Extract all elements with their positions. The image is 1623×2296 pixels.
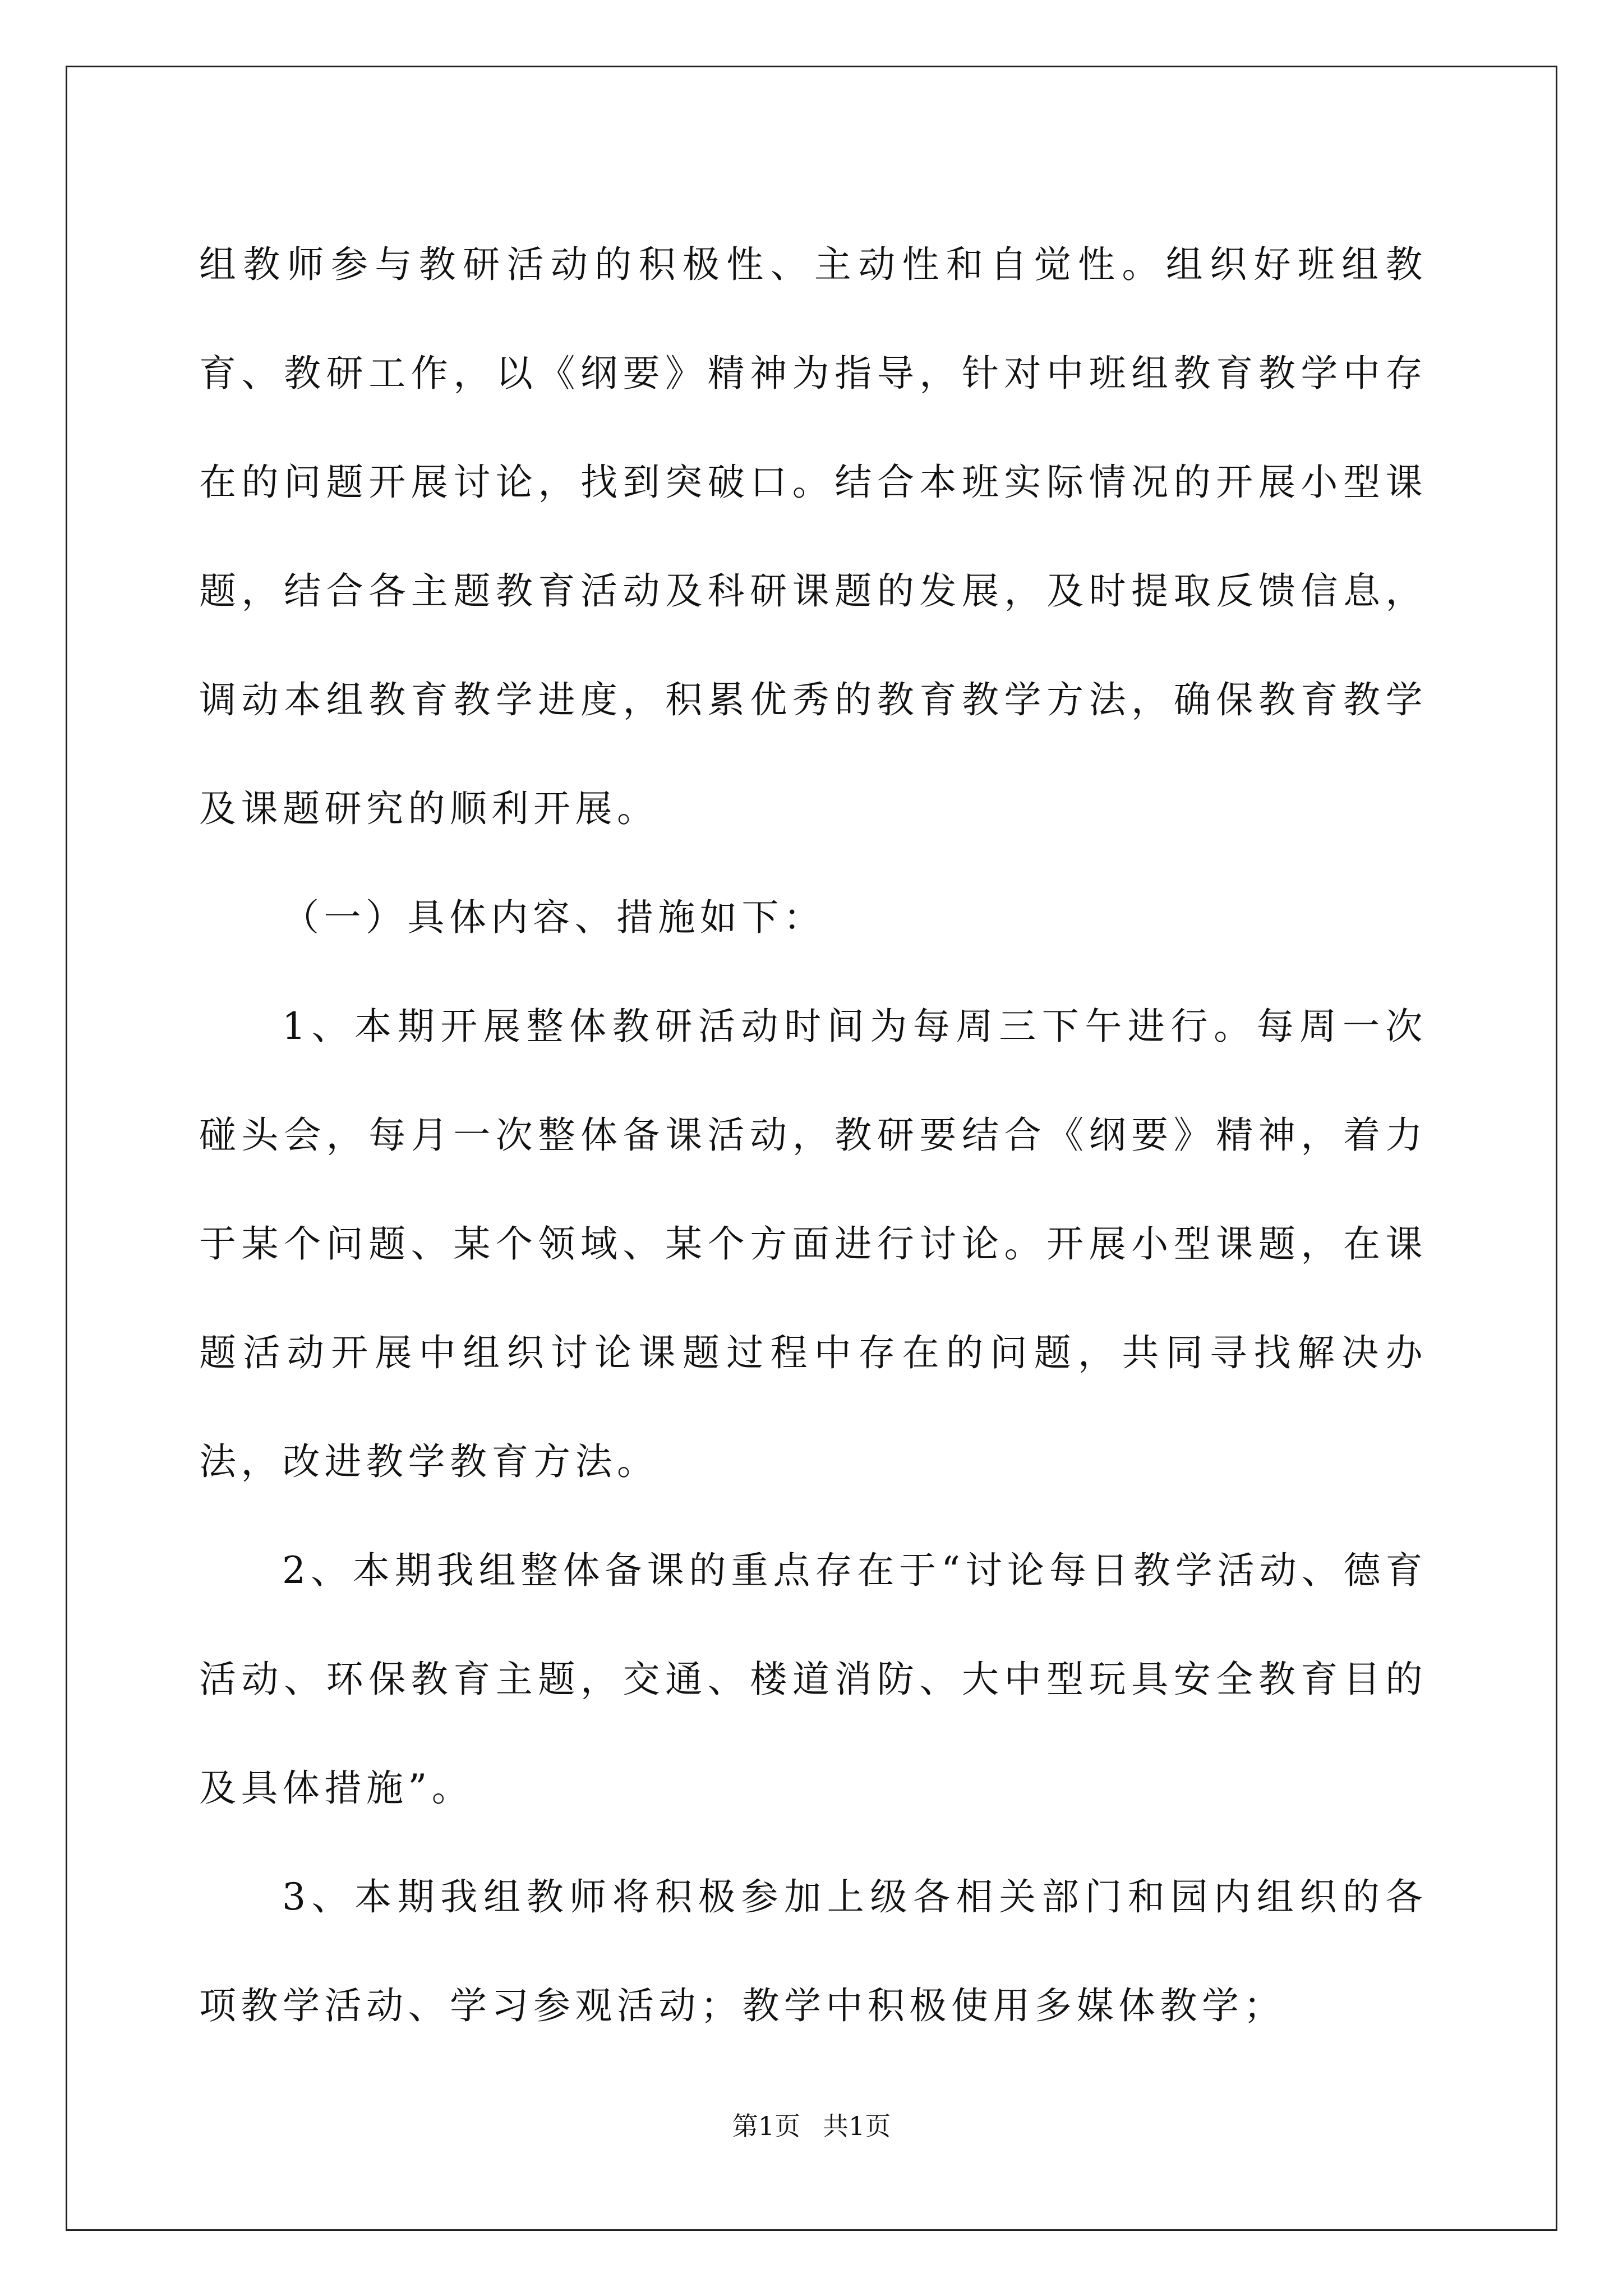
paragraph-1: 组教师参与教研活动的积极性、主动性和自觉性。组织好班组教育、教研工作，以《纲要》精神为指导，针对中班组教育教学中存在的问题开展讨论，找到突破口。结合本班实际情况的开展小型课题，结合各主题教育活动及科研课题的发展，及时提取反馈信息，调动本组教育教学进度，积累优秀的教育教学方法，确保教育教学及课题研究的顺利开展。 [199,243,1427,830]
page-number: 第1页 [732,2111,800,2141]
paragraph-5: 3、本期我组教师将积极参加上级各相关部门和园内组织的各项教学活动、学习参观活动；教学中积极使用多媒体教学； [199,1875,1427,2027]
document-body [199,210,1427,2060]
page-footer [0,2109,1623,2143]
paragraph-2-heading: （一）具体内容、措施如下： [282,896,826,939]
page-total: 共1页 [823,2111,891,2141]
paragraph-3: 1、本期开展整体教研活动时间为每周三下午进行。每周一次碰头会，每月一次整体备课活动，教研要结合《纲要》精神，着力于某个问题、某个领域、某个方面进行讨论。开展小型课题，在课题活动开展中组织讨论课题过程中存在的问题，共同寻找解决办法，改进教学教育方法。 [199,1005,1427,1483]
paragraph-4: 2、本期我组整体备课的重点存在于“讨论每日教学活动、德育活动、环保教育主题，交通、楼道消防、大中型玩具安全教育目的及具体措施”。 [199,1549,1427,1810]
